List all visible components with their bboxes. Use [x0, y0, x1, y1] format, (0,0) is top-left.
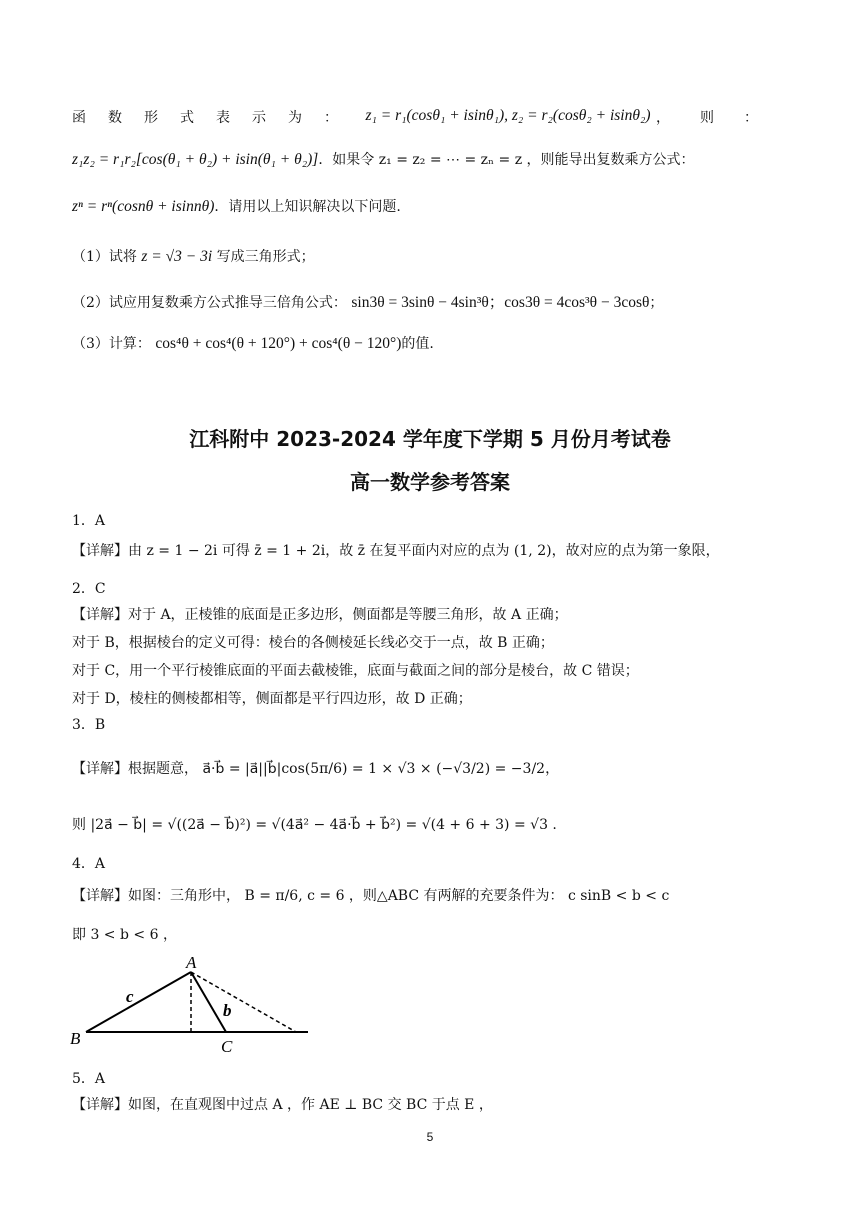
answer-title: 江科附中 2023-2024 学年度下学期 5 月份月考试卷	[189, 427, 671, 451]
question-1-formula: z = √3 − 3i	[141, 248, 213, 265]
answer-5-line-1: 【详解】如图，在直观图中过点 A ，作 AE ⊥ BC 交 BC 于点 E ，	[72, 1097, 493, 1113]
question-2-tail: ；	[649, 295, 664, 311]
answer-2-number: 2．C	[72, 581, 106, 597]
question-3-label: （3）计算：	[72, 336, 151, 352]
answer-2-line-3: 对于 C，用一个平行棱锥底面的平面去截棱锥，底面与截面之间的部分是棱台，故 C 错误；	[72, 663, 639, 679]
question-3-tail: 的值.	[401, 336, 434, 352]
answer-subtitle: 高一数学参考答案	[350, 470, 510, 494]
question-3-formula: cos⁴θ + cos⁴(θ + 120°) + cos⁴(θ − 120°)	[155, 335, 402, 352]
answer-3-number: 3．B	[72, 717, 106, 733]
second-side-dashed	[191, 972, 296, 1032]
answer-4-line-1: 【详解】如图：三角形中， B = π/6, c = 6 ，则△ABC 有两解的充要条件为： c sinB < b < c	[72, 888, 670, 904]
answer-4-number: 4．A	[72, 856, 106, 872]
answer-1-number: 1．A	[72, 513, 106, 529]
intro-line1-formula: z₁ = r₁(cosθ₁ + isinθ₁), z₂ = r₂(cosθ₂ + isinθ₂)	[365, 107, 651, 124]
answer-3-line-2: 则 |2a⃗ − b⃗| = √((2a⃗ − b⃗)²) = √(4a⃗² − 4a⃗·b⃗ + b⃗²) = √(4 + 6 + 3) = √3 .	[72, 817, 557, 833]
label-A: A	[186, 953, 197, 972]
answer-2-line-4: 对于 D，棱柱的侧棱都相等，侧面都是平行四边形，故 D 正确；	[72, 691, 472, 707]
page-number: 5	[426, 1130, 434, 1144]
label-c: c	[126, 987, 134, 1006]
answer-3-line-1: 【详解】根据题意， a⃗·b⃗ = |a⃗||b⃗|cos(5π/6) = 1 × √3 × (−√3/2) = −3/2，	[72, 761, 560, 777]
question-2-formula: sin3θ = 3sinθ − 4sin³θ；cos3θ = 4cos³θ − 3cosθ	[351, 294, 650, 311]
question-2-label: （2）试应用复数乘方公式推导三倍角公式：	[72, 295, 347, 311]
intro-line2-formula: z₁z₂ = r₁r₂[cos(θ₁ + θ₂) + isin(θ₁ + θ₂)]	[72, 151, 319, 168]
answer-5-number: 5．A	[72, 1071, 106, 1087]
label-C: C	[221, 1037, 233, 1056]
intro-line1-left: 函数形式表示为：	[72, 110, 360, 126]
intro-line-1	[72, 107, 788, 127]
intro-line2-text: ．如果令 z₁ = z₂ = ⋯ = zₙ = z ，则能导出复数乘方公式：	[318, 152, 695, 168]
intro-line-2	[72, 149, 695, 169]
question-1-label: （1）试将	[72, 249, 137, 265]
intro-line3-formula: zⁿ = rⁿ(cosnθ + isinnθ)	[72, 198, 215, 215]
intro-line1-right: ，则：	[655, 110, 788, 126]
answer-4-line-2: 即 3 < b < 6 ，	[72, 927, 177, 943]
intro-line-3	[72, 196, 401, 216]
question-1	[72, 246, 315, 266]
question-3	[72, 333, 434, 353]
side-b	[191, 972, 226, 1032]
question-2	[72, 290, 663, 312]
answer-2-line-2: 对于 B，根据棱台的定义可得：棱台的各侧棱延长线必交于一点，故 B 正确；	[72, 635, 554, 651]
side-c	[86, 972, 191, 1032]
label-b: b	[223, 1001, 232, 1020]
answer-2-line-1: 【详解】对于 A，正棱锥的底面是正多边形，侧面都是等腰三角形，故 A 正确；	[72, 607, 568, 623]
question-1-tail: 写成三角形式；	[216, 249, 315, 265]
triangle-figure	[68, 950, 328, 1060]
intro-line3-text: ．请用以上知识解决以下问题.	[214, 199, 401, 215]
answer-1-line-1: 【详解】由 z = 1 − 2i 可得 z̄ = 1 + 2i，故 z̄ 在复平面内对应的点为 (1, 2)，故对应的点为第一象限，	[72, 543, 720, 559]
label-B: B	[70, 1029, 81, 1048]
